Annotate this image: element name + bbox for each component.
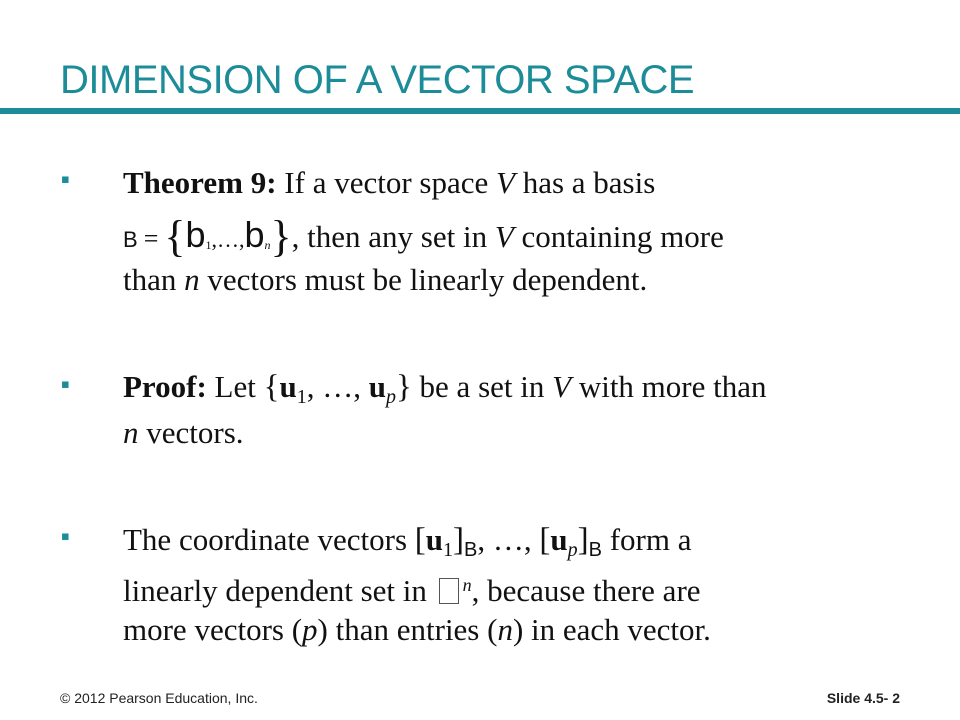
- theorem-line-2: B = {b1,…,bn}, then any set in V containing more: [123, 212, 724, 261]
- basis-formula: B = {b1,…,bn}: [123, 212, 292, 261]
- coord-line-2: linearly dependent set in $^n$, because there are: [123, 573, 701, 608]
- coord-line-3: more vectors (p) than entries (n) in each vector.: [123, 612, 711, 647]
- footer-copyright: © 2012 Pearson Education, Inc.: [60, 690, 258, 706]
- proof-label: Proof:: [123, 369, 207, 404]
- bullet-2-marker: ▪: [61, 377, 70, 392]
- proof-line-2: n vectors.: [123, 415, 244, 450]
- title-divider: [0, 108, 960, 114]
- bullet-3-marker: ▪: [61, 529, 70, 544]
- missing-glyph-box: [439, 578, 459, 604]
- theorem-line-1: Theorem 9: If a vector space V has a basis: [123, 165, 656, 200]
- coord-line-1: The coordinate vectors $[u_1]_B$, …, $[u_p]_B$ form a: [123, 522, 692, 561]
- footer-slide-number: Slide 4.5- 2: [826, 690, 900, 706]
- theorem-line-3: than n vectors must be linearly dependent.: [123, 262, 648, 297]
- proof-line-1: Proof: Let {$u_1$, …, $u_p$} be a set in V with more than: [123, 369, 767, 408]
- slide-title: DIMENSION OF A VECTOR SPACE: [60, 58, 695, 102]
- bullet-1-marker: ▪: [61, 172, 70, 187]
- theorem-label: Theorem 9:: [123, 165, 277, 200]
